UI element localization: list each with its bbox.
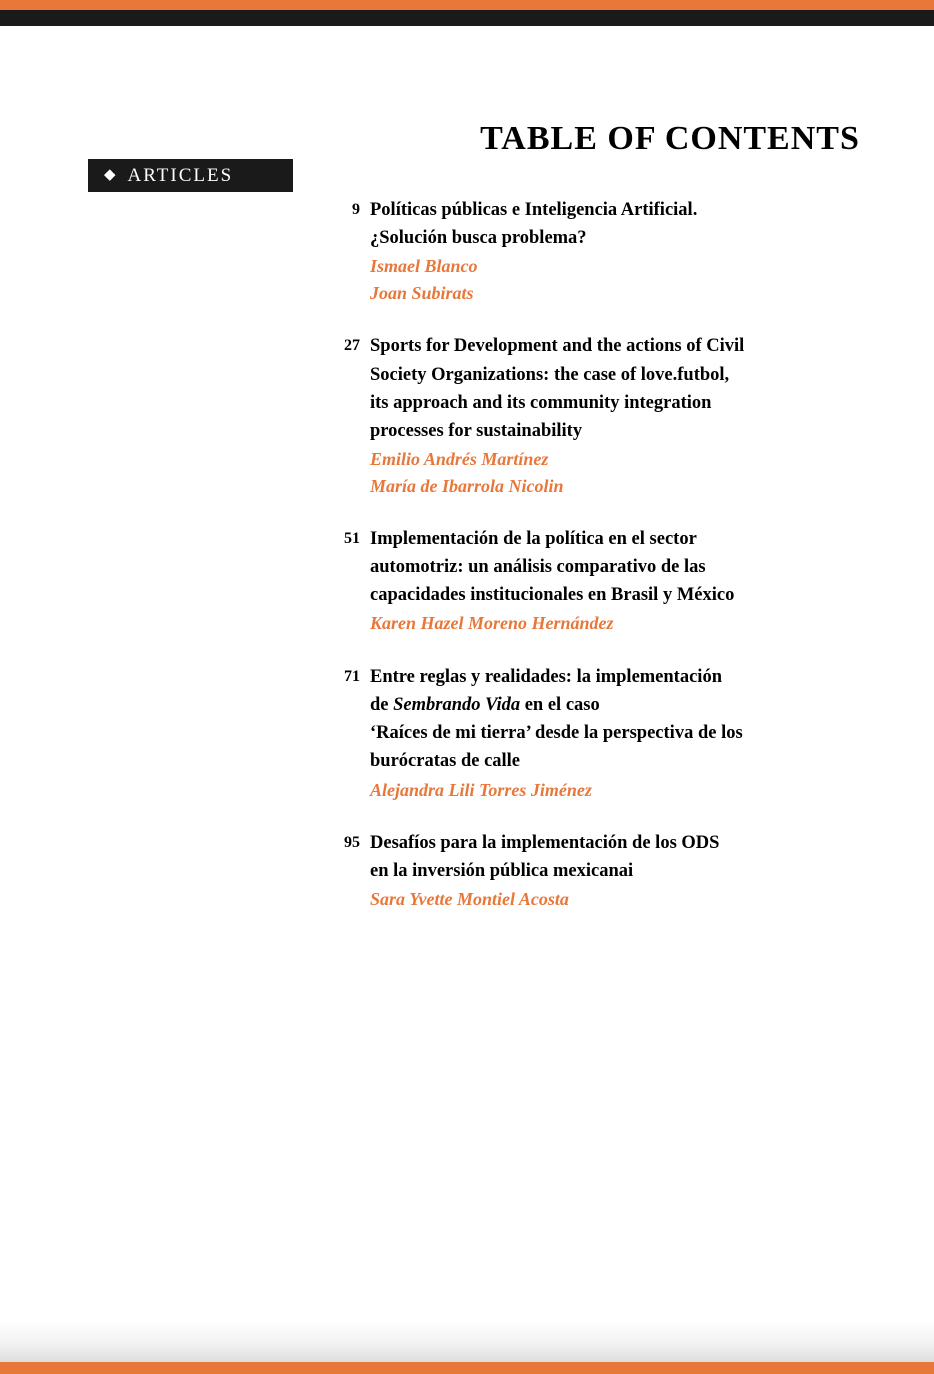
bottom-fade [0,1320,934,1362]
toc-entry-authors [370,886,870,913]
toc-entry-authors [370,610,870,637]
toc-entry-title[interactable]: Desafíos para la implementación de los ODS en la inversión pública mexicanai [370,833,720,882]
toc-author-name[interactable]: Emilio Andrés Martínez [370,448,549,469]
toc-entry-title[interactable]: Entre reglas y realidades: la implementación de Sembrando Vida en el caso ‘Raíces de mi tierra’ desde la perspectiva de los burócratas de calle [370,667,743,772]
page-title: TABLE OF CONTENTS [480,120,860,157]
toc-entry[interactable] [330,663,870,803]
toc-author-name[interactable]: Sara Yvette Montiel Acosta [370,889,569,910]
toc-entry-authors [370,253,870,306]
toc-entry-title[interactable]: Sports for Development and the actions of Civil Society Organizations: the case of love.futbol, its approach and its community integration processes for sustainability [370,336,745,441]
toc-entry-title[interactable]: Políticas públicas e Inteligencia Artificial. ¿Solución busca problema? [370,200,698,249]
toc-entry-authors [370,446,870,499]
toc-entry-body [370,525,870,637]
toc-author-name[interactable]: Joan Subirats [370,282,474,303]
toc-author-name[interactable]: María de Ibarrola Nicolin [370,475,564,496]
articles-section-label: ARTICLES [127,164,234,186]
bottom-accent-bar [0,1362,934,1374]
toc-entry-body [370,829,870,913]
toc-entry[interactable] [330,525,870,637]
toc-page-number: 51 [344,530,360,548]
toc-entry[interactable] [330,196,870,306]
toc-page-number: 95 [344,834,360,852]
diamond-icon: ◆ [104,167,116,183]
toc-entry[interactable] [330,829,870,913]
toc-entry-body [370,663,870,803]
toc-page-number: 71 [344,668,360,686]
toc-page-number: 9 [352,201,360,218]
toc-page-number: 27 [344,337,360,355]
top-accent-bar [0,0,934,10]
toc-entry[interactable] [330,332,870,499]
top-black-bar [0,10,934,26]
toc-entry-body [370,196,870,306]
toc-author-name[interactable]: Alejandra Lili Torres Jiménez [370,779,592,800]
toc-entry-body [370,332,870,499]
articles-section-tag [88,159,293,192]
toc-author-name[interactable]: Karen Hazel Moreno Hernández [370,613,614,634]
table-of-contents-list [330,196,870,939]
toc-author-name[interactable]: Ismael Blanco [370,256,478,277]
toc-entry-title[interactable]: Implementación de la política en el sector automotriz: un análisis comparativo de las capacidades institucionales en Brasil y México [370,529,735,606]
toc-entry-authors [370,777,870,804]
